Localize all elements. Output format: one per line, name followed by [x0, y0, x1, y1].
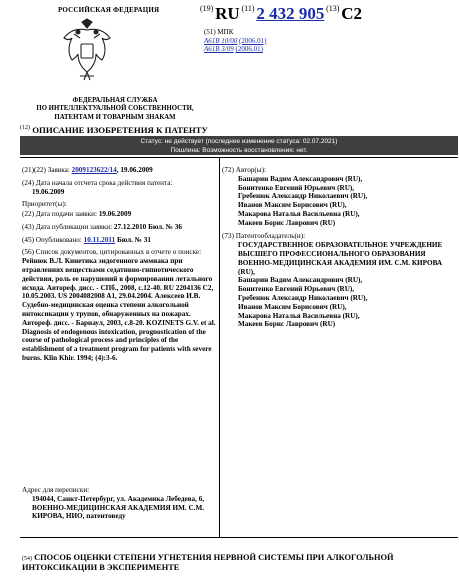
field-value: , 19.06.2009 [116, 166, 153, 174]
ipc-label: (51) МПК [204, 28, 234, 36]
agency-name [30, 97, 200, 122]
published-entry [22, 236, 218, 245]
divider-top [20, 157, 458, 158]
cited-documents-entry [22, 248, 218, 362]
author-item: Башарин Вадим Александрович (RU), [238, 174, 363, 183]
kind-code: C2 [341, 4, 363, 23]
address-label: Адрес для переписки: [22, 486, 90, 494]
owner-item: Бонитенко Евгений Юрьевич (RU), [238, 285, 355, 294]
owner-item: Макеев Борис Лаврович (RU) [238, 320, 336, 329]
term-start-entry [22, 179, 218, 197]
invention-title-text: СПОСОБ ОЦЕНКИ СТЕПЕНИ УГНЕТЕНИЯ НЕРВНОЙ СИСТЕМЫ ПРИ АЛКОГОЛЬНОЙ ИНТОКСИКАЦИИ В ЭКСПЕРИМЕНТЕ [22, 553, 394, 573]
priority-label: Приоритет(ы): [22, 200, 67, 209]
field-value: 19.06.2009 [32, 187, 65, 196]
code-13: (13) [326, 4, 340, 13]
field-label: (43) Дата публикации заявки: [22, 222, 114, 231]
field-label: (22) Дата подачи заявки: [22, 210, 99, 219]
owner-item: Башарин Вадим Александрович (RU), [238, 276, 363, 285]
correspondence-address [22, 486, 218, 521]
field-label: (24) Дата начала отсчета срока действия патента: [22, 178, 173, 187]
agency-line: ФЕДЕРАЛЬНАЯ СЛУЖБА [72, 97, 158, 104]
ipc-row [204, 45, 266, 54]
author-item: Иванов Максим Борисович (RU), [238, 201, 347, 210]
code-11: (11) [241, 4, 255, 13]
author-item: Бонитенко Евгений Юрьевич (RU), [238, 183, 355, 192]
published-date-link[interactable]: 10.11.2011 [83, 235, 116, 244]
field-value: 27.12.2010 Бюл. № 36 [113, 222, 182, 231]
author-item: Гребенюк Александр Николаевич (RU), [238, 192, 368, 201]
patent-number-line [200, 4, 362, 25]
owner-item: Макарова Наталья Васильевна (RU), [238, 311, 360, 320]
ipc-block [204, 28, 266, 54]
field-value: 19.06.2009 [98, 210, 132, 219]
ipc-class-link[interactable]: A61B 10/00 [204, 36, 238, 45]
address-value: 194044, Санкт-Петербург, ул. Академика Лебедева, 6, ВОЕННО-МЕДИЦИНСКАЯ АКАДЕМИЯ ИМ. С.М. КИРОВА, НИО, патентоведу [32, 494, 205, 521]
author-item: Макеев Борис Лаврович (RU) [238, 218, 336, 227]
status-line: Статус: не действует (последнее изменение статуса: 02.07.2021) [140, 138, 338, 145]
ipc-class-link[interactable]: A61B 3/09 [204, 45, 234, 54]
invention-title [22, 553, 452, 573]
authors-label: (72) Автор(ы): [222, 166, 267, 174]
owner-item: Гребенюк Александр Николаевич (RU), [238, 293, 368, 302]
owner-label: (73) Патентообладатель(и): [222, 232, 306, 241]
code-19: (19) [200, 4, 214, 13]
fee-line: Пошлина: Возможность восстановления: нет. [170, 147, 308, 154]
coat-of-arms-emblem [58, 18, 116, 86]
document-title [20, 125, 208, 136]
doc-code: (12) [20, 125, 30, 131]
bibliographic-left-column [22, 166, 218, 362]
cited-documents-text: Рейнюк В.Л. Кинетика эндогенного аммиака при отравлениях веществами седативно-гипнотического действия, роль ее нарушений в формировании летального исхода. Автореф. дисс. - СПб., 2008, с.12-40. RU 2204136 C2, 10.05.2003. US 2004082008 A1, 29.04.2004. Алексеев И.В. Судебно-медицинская оценка степени алкогольной интоксикации у трупов, обнаруженных на пожарах. Автореф. дисс. - Барнаул, 2003, с.8-20. KOZINETS G.V. et al. Diagnosis of endogenous intoxication, prognostication of the course of pathological process and principles of the establishment of a treatment program for patients with severe burns. Klin Khir. 1994; (4):3-6. [22, 257, 216, 362]
bibliographic-right-column [222, 166, 454, 329]
divider-bottom [20, 537, 458, 538]
patent-number-link[interactable]: 2 432 905 [256, 4, 325, 23]
agency-line: ПАТЕНТАМ И ТОВАРНЫМ ЗНАКАМ [54, 113, 176, 121]
authors-list [222, 175, 454, 228]
country-name: РОССИЙСКАЯ ФЕДЕРАЦИЯ [58, 6, 160, 14]
owner-item: Иванов Максим Борисович (RU), [238, 302, 347, 311]
field-label: (45) Опубликовано: [22, 235, 84, 244]
agency-line: ПО ИНТЕЛЛЕКТУАЛЬНОЙ СОБСТВЕННОСТИ, [36, 105, 194, 113]
owner-list [222, 241, 454, 329]
field-label: (21)(22) Заявка: [22, 166, 72, 174]
application-entry [22, 166, 218, 175]
status-bar [20, 136, 458, 155]
ipc-date-link[interactable]: (2006.01) [235, 45, 263, 54]
filing-date-entry [22, 210, 218, 219]
title-code: (54) [22, 556, 32, 562]
author-item: Макарова Наталья Васильевна (RU), [238, 209, 360, 218]
country-code: RU [215, 4, 240, 23]
doc-title-text: ОПИСАНИЕ ИЗОБРЕТЕНИЯ К ПАТЕНТУ [32, 125, 209, 135]
field-label: (56) Список документов, цитированных в отчете о поиске: [22, 248, 202, 257]
ipc-row [204, 37, 266, 46]
owner-organization: ГОСУДАРСТВЕННОЕ ОБРАЗОВАТЕЛЬНОЕ УЧРЕЖДЕНИЕ ВЫСШЕГО ПРОФЕССИОНАЛЬНОГО ОБРАЗОВАНИЯ ВОЕННО-МЕДИЦИНСКАЯ АКАДЕМИЯ ИМ. С.М. КИРОВА (RU), [238, 241, 443, 276]
publication-entry [22, 223, 218, 232]
field-value: Бюл. № 31 [115, 235, 151, 244]
application-number-link[interactable]: 2009123622/14 [71, 166, 117, 174]
column-divider [219, 157, 220, 537]
ipc-date-link[interactable]: (2006.01) [239, 36, 267, 45]
